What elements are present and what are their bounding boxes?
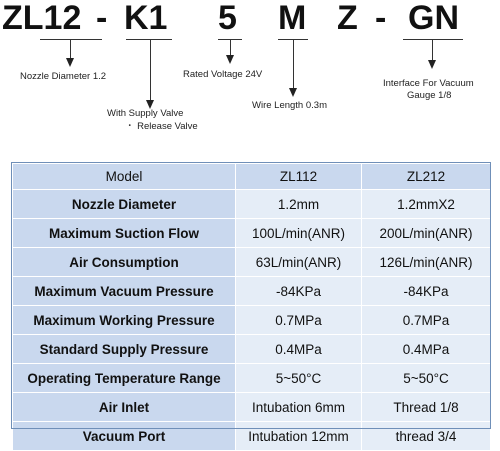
label-gauge-line2: Gauge 1/8 [407,90,452,101]
row-value-zl112: 5~50°C [236,364,362,393]
code-dash-1: - [96,0,108,37]
header-zl212: ZL212 [362,164,491,190]
table-row [13,277,491,306]
row-value-zl212: 126L/min(ANR) [362,248,491,277]
code-dash-2: - [375,0,387,37]
row-name: Nozzle Diameter [13,190,236,219]
arrow-wire-icon [289,88,297,97]
row-value-zl112: 100L/min(ANR) [236,219,362,248]
row-name: Maximum Working Pressure [13,306,236,335]
row-name: Maximum Vacuum Pressure [13,277,236,306]
table-row [13,364,491,393]
row-value-zl212: 5~50°C [362,364,491,393]
row-name: Maximum Suction Flow [13,219,236,248]
table-row [13,248,491,277]
table-row [13,393,491,422]
row-value-zl212: 200L/min(ANR) [362,219,491,248]
spec-table [12,163,491,451]
row-value-zl112: Intubation 6mm [236,393,362,422]
underline-supply [126,39,172,40]
row-value-zl212: 1.2mmX2 [362,190,491,219]
table-row [13,335,491,364]
leader-voltage [230,39,231,56]
row-value-zl212: -84KPa [362,277,491,306]
row-value-zl112: 1.2mm [236,190,362,219]
row-name: Air Inlet [13,393,236,422]
label-wire-length: Wire Length 0.3m [252,100,327,111]
leader-series [70,39,71,59]
row-value-zl212: thread 3/4 [362,422,491,451]
row-name: Operating Temperature Range [13,364,236,393]
table-row [13,422,491,451]
code-gauge-interface: GN [408,0,459,37]
row-name: Standard Supply Pressure [13,335,236,364]
underline-gauge [403,39,463,40]
table-row [13,306,491,335]
row-value-zl112: 0.7MPa [236,306,362,335]
header-zl112: ZL112 [236,164,362,190]
label-valve-line1: With Supply Valve [107,108,184,119]
row-value-zl112: Intubation 12mm [236,422,362,451]
row-value-zl212: 0.7MPa [362,306,491,335]
arrow-series-icon [66,58,74,67]
leader-wire [293,39,294,89]
table-header-row [13,164,491,190]
code-series: ZL12 [2,0,82,37]
row-value-zl112: -84KPa [236,277,362,306]
leader-supply [150,39,151,101]
header-model: Model [13,164,236,190]
label-valve-line2: ・ Release Valve [125,121,198,132]
row-value-zl112: 0.4MPa [236,335,362,364]
leader-gauge [432,39,433,61]
underline-series [40,39,102,40]
row-value-zl212: 0.4MPa [362,335,491,364]
label-rated-voltage: Rated Voltage 24V [183,69,263,80]
arrow-voltage-icon [226,55,234,64]
table-row [13,190,491,219]
table-row [13,219,491,248]
label-nozzle-diameter: Nozzle Diameter 1.2 [20,71,107,82]
code-wire-length: M [278,0,307,37]
code-filter: Z [337,0,358,37]
row-value-zl112: 63L/min(ANR) [236,248,362,277]
arrow-gauge-icon [428,60,436,69]
row-name: Vacuum Port [13,422,236,451]
code-supply-valve: K1 [124,0,168,37]
row-name: Air Consumption [13,248,236,277]
row-value-zl212: Thread 1/8 [362,393,491,422]
label-gauge-line1: Interface For Vacuum [383,78,474,89]
code-voltage: 5 [218,0,237,37]
